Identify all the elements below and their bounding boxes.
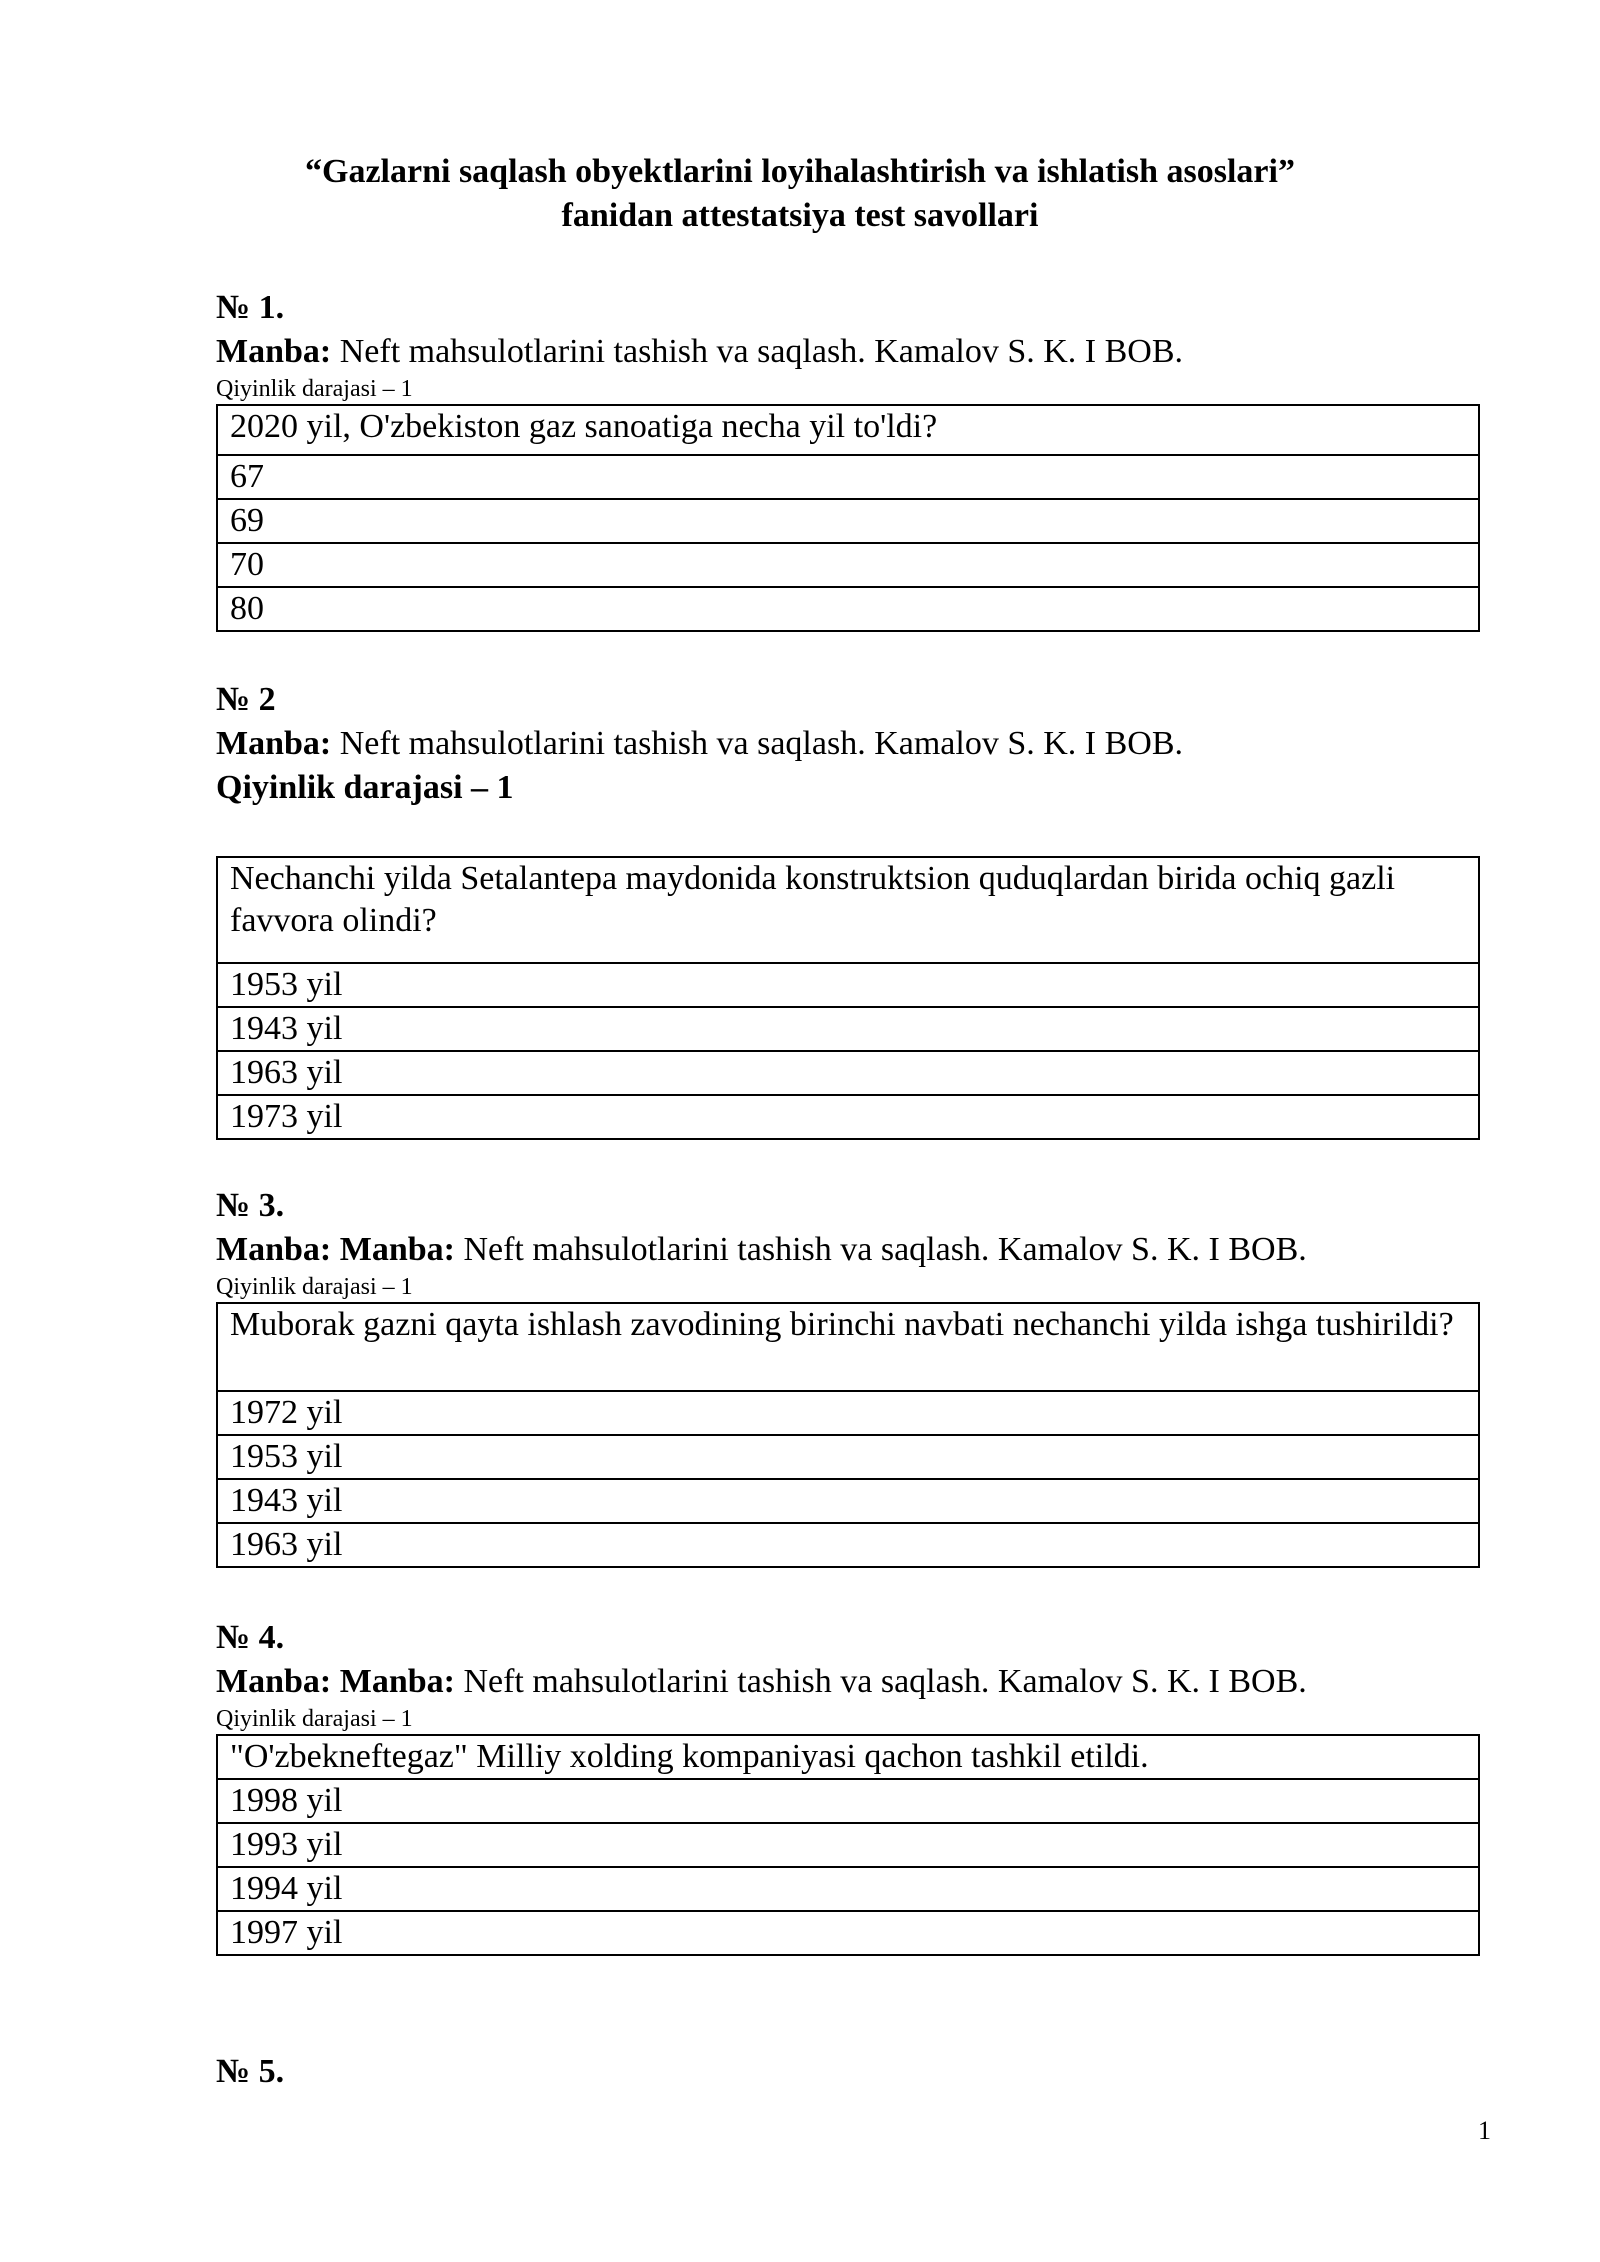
question-text: 2020 yil, O'zbekiston gaz sanoatiga necha yil to'ldi?: [217, 405, 1479, 455]
answer-option: 1943 yil: [217, 1007, 1479, 1051]
answer-option: 1993 yil: [217, 1823, 1479, 1867]
title-line-1: “Gazlarni saqlash obyektlarini loyihalashtirish va ishlatish asoslari”: [305, 153, 1295, 190]
question-block-5: [216, 2050, 1480, 2094]
question-text: Muborak gazni qayta ishlash zavodining birinchi navbati nechanchi yilda ishga tushirildi?: [217, 1303, 1479, 1391]
difficulty-level: Qiyinlik darajasi – 1: [216, 376, 413, 402]
difficulty-level: Qiyinlik darajasi – 1: [216, 1274, 413, 1300]
answer-option: 1972 yil: [217, 1391, 1479, 1435]
answer-option: 1943 yil: [217, 1479, 1479, 1523]
answer-option: 1953 yil: [217, 963, 1479, 1007]
answer-option: 1997 yil: [217, 1911, 1479, 1955]
question-block-1: [216, 286, 1480, 632]
question-number: № 4.: [216, 1619, 285, 1656]
answer-option: 1973 yil: [217, 1095, 1479, 1139]
answer-option: 1963 yil: [217, 1051, 1479, 1095]
question-table: [216, 856, 1480, 1140]
question-block-4: [216, 1616, 1480, 1956]
answer-option: 1963 yil: [217, 1523, 1479, 1567]
source-text: Neft mahsulotlarini tashish va saqlash. Kamalov S. K. I BOB.: [331, 725, 1184, 762]
answer-option: 1998 yil: [217, 1779, 1479, 1823]
answer-option: 1953 yil: [217, 1435, 1479, 1479]
page-number: 1: [1478, 2116, 1491, 2145]
question-source: [216, 330, 1480, 374]
question-table: [216, 1734, 1480, 1956]
source-label: Manba: Manba:: [216, 1663, 455, 1700]
question-number: № 1.: [216, 289, 285, 326]
question-source: [216, 1228, 1480, 1272]
answer-option: 80: [217, 587, 1479, 631]
source-label: Manba: Manba:: [216, 1231, 455, 1268]
source-label: Manba:: [216, 725, 332, 762]
difficulty-level: Qiyinlik darajasi – 1: [216, 1706, 413, 1732]
question-table: [216, 1302, 1480, 1568]
answer-option: 69: [217, 499, 1479, 543]
answer-option: 67: [217, 455, 1479, 499]
answer-option: 70: [217, 543, 1479, 587]
document-title: [0, 150, 1600, 238]
title-line-2: fanidan attestatsiya test savollari: [561, 197, 1039, 234]
question-number: № 2: [216, 681, 276, 718]
answer-option: 1994 yil: [217, 1867, 1479, 1911]
question-text: Nechanchi yilda Setalantepa maydonida konstruktsion quduqlardan birida ochiq gazli favvora olindi?: [217, 857, 1479, 963]
source-label: Manba:: [216, 333, 332, 370]
source-text: Neft mahsulotlarini tashish va saqlash. Kamalov S. K. I BOB.: [331, 333, 1184, 370]
question-text: "O'zbekneftegaz" Milliy xolding kompaniyasi qachon tashkil etildi.: [217, 1735, 1479, 1779]
source-text: Neft mahsulotlarini tashish va saqlash. Kamalov S. K. I BOB.: [454, 1231, 1307, 1268]
question-number: № 5.: [216, 2053, 285, 2090]
question-block-3: [216, 1184, 1480, 1568]
question-source: [216, 722, 1480, 766]
question-source: [216, 1660, 1480, 1704]
question-table: [216, 404, 1480, 632]
question-block-2: [216, 678, 1480, 1140]
question-number: № 3.: [216, 1187, 285, 1224]
source-text: Neft mahsulotlarini tashish va saqlash. Kamalov S. K. I BOB.: [454, 1663, 1307, 1700]
difficulty-level: Qiyinlik darajasi – 1: [216, 769, 514, 806]
